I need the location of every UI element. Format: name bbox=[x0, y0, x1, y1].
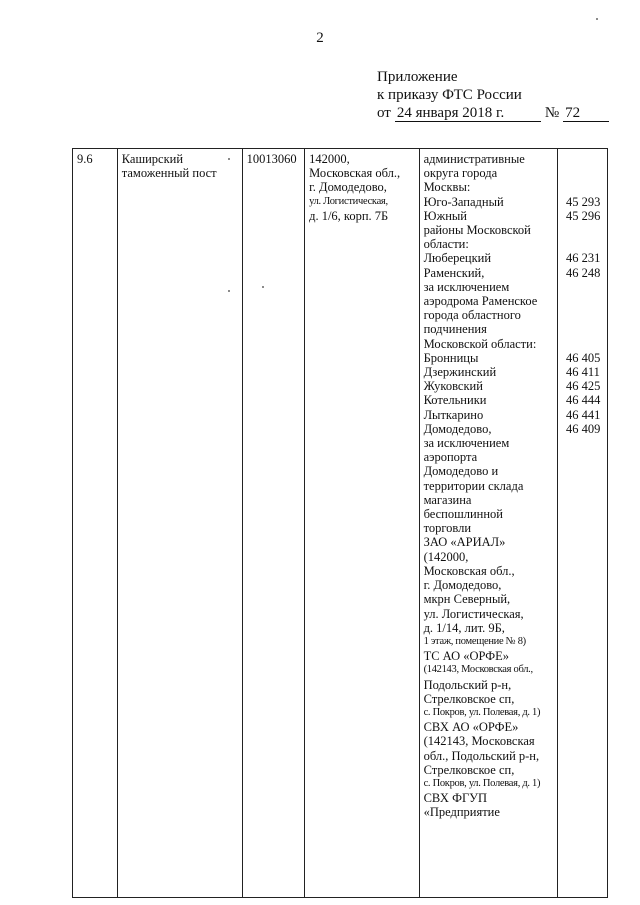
zone-line: (142143, Московская bbox=[423, 734, 535, 749]
cell-number: 9.6 bbox=[73, 149, 118, 898]
okato-code-empty bbox=[562, 450, 604, 464]
okato-code-empty bbox=[562, 237, 604, 251]
okato-code: 45 296 bbox=[565, 208, 601, 223]
address-line: д. 1/6, корп. 7Б bbox=[309, 208, 389, 223]
zone-line: Домодедово и bbox=[423, 464, 499, 479]
header-date: 24 января 2018 г. bbox=[395, 106, 541, 122]
okato-code-empty bbox=[562, 436, 604, 450]
okato-code-empty bbox=[562, 493, 604, 507]
header-order-ref: к приказу ФТС России bbox=[377, 87, 522, 103]
header-number: 72 bbox=[563, 106, 609, 122]
customs-table bbox=[72, 148, 608, 898]
zone-line: административные bbox=[423, 152, 525, 166]
zone-line: 1 этаж, помещение № 8) bbox=[423, 635, 526, 647]
page-number: 2 bbox=[316, 30, 324, 46]
zone-line: Московская обл., bbox=[423, 563, 515, 578]
zone-line: ЗАО «АРИАЛ» bbox=[423, 535, 506, 550]
okato-code-empty bbox=[562, 607, 604, 621]
zone-line: Бронницы bbox=[423, 350, 479, 365]
zone-line: ТС АО «ОРФЕ» bbox=[423, 649, 509, 664]
zone-line: торговли bbox=[423, 521, 472, 536]
scan-speck bbox=[228, 290, 230, 292]
zone-line: СВХ ФГУП bbox=[423, 791, 488, 806]
zone-line: аэродрома Раменское bbox=[423, 294, 538, 309]
okato-code-empty bbox=[562, 564, 604, 578]
zone-line: с. Покров, ул. Полевая, д. 1) bbox=[423, 706, 541, 718]
okato-code-empty bbox=[562, 621, 604, 635]
zone-line: ул. Логистическая, bbox=[423, 606, 524, 621]
okato-code: 46 409 bbox=[565, 421, 601, 436]
okato-code-empty bbox=[562, 180, 604, 194]
okato-code-empty bbox=[562, 706, 604, 720]
zone-line: Жуковский bbox=[423, 379, 483, 394]
table-row bbox=[73, 149, 608, 898]
zone-line: Люберецкий bbox=[423, 251, 492, 266]
okato-code-empty bbox=[562, 734, 604, 748]
zone-line: подчинения bbox=[423, 322, 487, 337]
okato-code-empty bbox=[562, 550, 604, 564]
okato-code: 46 444 bbox=[565, 393, 601, 408]
zone-line: территории склада bbox=[423, 478, 524, 493]
address-line: Московская обл., bbox=[309, 166, 401, 181]
zone-line: беспошлинной bbox=[423, 507, 503, 522]
zone-line: Москвы: bbox=[423, 180, 471, 195]
zone-line: округа города bbox=[423, 166, 498, 181]
zone-line: города областного bbox=[423, 308, 521, 323]
header-date-line bbox=[377, 104, 609, 122]
zone-line: за исключением bbox=[423, 436, 510, 451]
okato-code-empty bbox=[562, 678, 604, 692]
zone-line: районы Московской bbox=[423, 223, 531, 238]
okato-code-empty bbox=[562, 337, 604, 351]
post-name-line: таможенный пост bbox=[121, 166, 217, 181]
header-number-sign: № bbox=[544, 105, 560, 121]
okato-code-empty bbox=[562, 763, 604, 777]
cell-post-code: 10013060 bbox=[242, 149, 304, 898]
okato-code-empty bbox=[562, 521, 604, 535]
okato-code-empty bbox=[562, 322, 604, 336]
zone-line: Юго-Западный bbox=[423, 194, 504, 209]
okato-code-empty bbox=[562, 749, 604, 763]
okato-code-empty bbox=[562, 578, 604, 592]
zone-line: магазина bbox=[423, 492, 472, 507]
header-date-prefix: от bbox=[377, 105, 391, 121]
okato-code-empty bbox=[562, 649, 604, 663]
address-line: ул. Логистическая, bbox=[309, 195, 388, 207]
cell-okato-codes bbox=[557, 149, 607, 898]
zone-line: Домодедово, bbox=[423, 421, 492, 436]
okato-code: 46 411 bbox=[565, 365, 600, 380]
header-appendix: Приложение bbox=[377, 69, 458, 85]
document-header bbox=[377, 68, 609, 122]
zone-line: «Предприятие bbox=[423, 805, 500, 820]
scan-speck bbox=[262, 286, 264, 288]
cell-zone bbox=[419, 149, 557, 898]
zone-line: Котельники bbox=[423, 393, 487, 408]
okato-code-empty bbox=[562, 152, 604, 166]
okato-code-empty bbox=[562, 692, 604, 706]
zone-line: Лыткарино bbox=[423, 407, 484, 422]
zone-line: Южный bbox=[423, 208, 467, 223]
okato-code-empty bbox=[562, 280, 604, 294]
okato-code-empty bbox=[562, 663, 604, 677]
zone-line: Московской области: bbox=[423, 336, 537, 351]
scan-speck bbox=[596, 18, 598, 20]
okato-code-empty bbox=[562, 223, 604, 237]
zone-line: мкрн Северный, bbox=[423, 592, 511, 607]
zone-line: области: bbox=[423, 237, 469, 252]
post-name-line: Каширский bbox=[121, 152, 184, 166]
okato-code-empty bbox=[562, 635, 604, 649]
okato-code-empty bbox=[562, 464, 604, 478]
okato-code-empty bbox=[562, 479, 604, 493]
okato-code-empty bbox=[562, 777, 604, 791]
zone-line: СВХ АО «ОРФЕ» bbox=[423, 720, 519, 735]
okato-code-empty bbox=[562, 805, 604, 819]
zone-line: (142143, Московская обл., bbox=[423, 664, 533, 676]
zone-line: Стрелковское сп, bbox=[423, 762, 515, 777]
okato-code-empty bbox=[562, 294, 604, 308]
okato-code-empty bbox=[562, 535, 604, 549]
okato-code-empty bbox=[562, 592, 604, 606]
okato-code-empty bbox=[562, 791, 604, 805]
cell-post-name bbox=[117, 149, 242, 898]
okato-code: 46 248 bbox=[565, 265, 601, 280]
zone-line: аэропорта bbox=[423, 450, 478, 465]
okato-code: 45 293 bbox=[565, 194, 601, 209]
zone-line: обл., Подольский р-н, bbox=[423, 748, 540, 763]
zone-line: за исключением bbox=[423, 279, 510, 294]
scan-speck bbox=[228, 158, 230, 160]
okato-code-empty bbox=[562, 507, 604, 521]
okato-code: 46 231 bbox=[565, 251, 601, 266]
zone-line: (142000, bbox=[423, 549, 469, 564]
zone-line: Подольский р-н, bbox=[423, 677, 512, 692]
okato-code: 46 425 bbox=[565, 379, 601, 394]
zone-line: Стрелковское сп, bbox=[423, 691, 515, 706]
zone-line: Дзержинский bbox=[423, 365, 497, 380]
zone-line: Раменский, bbox=[423, 265, 485, 280]
zone-line: д. 1/14, лит. 9Б, bbox=[423, 620, 505, 635]
okato-code-empty bbox=[562, 166, 604, 180]
okato-code: 46 405 bbox=[565, 350, 601, 365]
cell-address bbox=[305, 149, 419, 898]
address-line: г. Домодедово, bbox=[309, 180, 387, 195]
okato-code-empty bbox=[562, 720, 604, 734]
okato-code-empty bbox=[562, 308, 604, 322]
okato-code: 46 441 bbox=[565, 407, 601, 422]
zone-line: с. Покров, ул. Полевая, д. 1) bbox=[423, 777, 541, 789]
address-line: 142000, bbox=[309, 152, 350, 166]
zone-line: г. Домодедово, bbox=[423, 578, 502, 593]
